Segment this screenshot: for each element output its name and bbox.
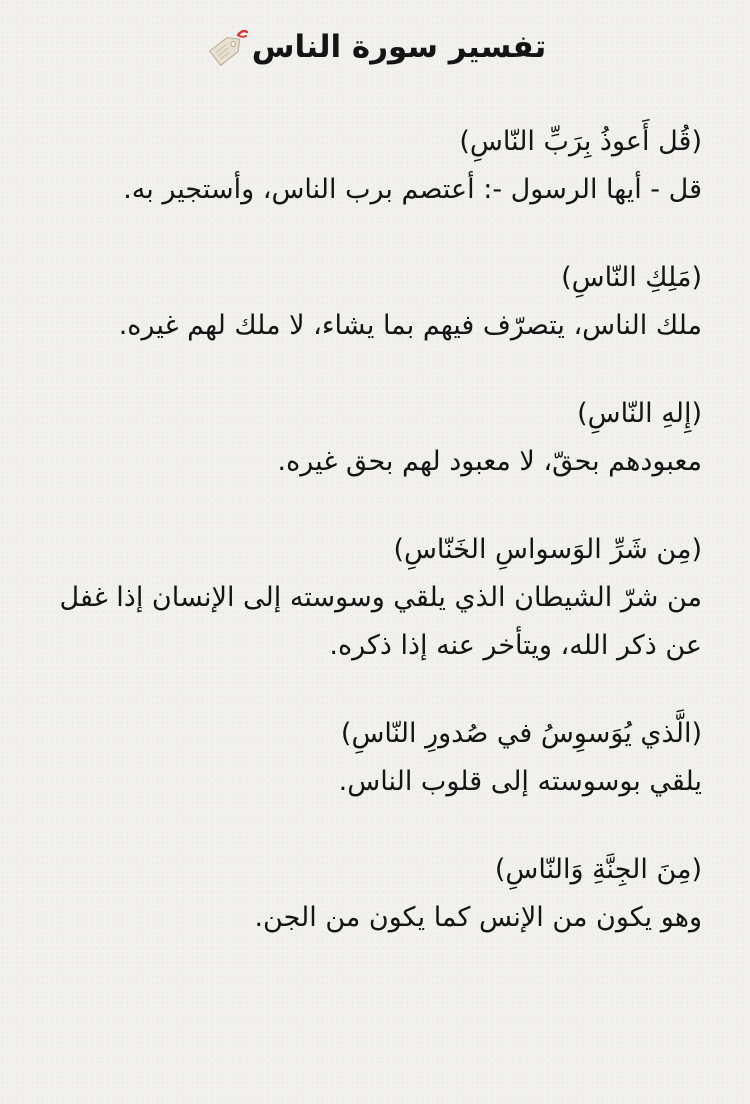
section-4 [40,526,702,670]
verse-text: (مِن شَرِّ الوَسواسِ الخَنّاسِ) [393,534,702,565]
tafsir-text: يلقي بوسوسته إلى قلوب الناس. [338,766,702,797]
tafsir-text: وهو يكون من الإنس كما يكون من الجن. [254,902,702,933]
tafsir-text: ملك الناس، يتصرّف فيهم بما يشاء، لا ملك لهم غيره. [118,310,702,341]
tafsir-text: معبودهم بحقّ، لا معبود لهم بحق غيره. [277,446,702,477]
verse-text: (إِلهِ النّاسِ) [577,398,702,429]
verse-text: (مِنَ الجِنَّةِ وَالنّاسِ) [494,854,702,885]
section-3 [40,390,702,486]
page-title: تفسير سورة الناس [251,29,547,65]
title-row [0,22,750,72]
section-5 [40,710,702,806]
tag-icon [204,25,250,69]
verse-text: (مَلِكِ النّاسِ) [561,262,702,293]
verse-text: (قُل أَعوذُ بِرَبِّ النّاسِ) [459,126,702,157]
tafsir-text: من شرّ الشيطان الذي يلقي وسوسته إلى الإنسان إذا غفل عن ذكر الله، ويتأخر عنه إذا ذكره. [59,582,702,661]
section-6 [40,846,702,942]
section-1 [40,118,702,214]
verse-text: (الَّذي يُوَسوِسُ في صُدورِ النّاسِ) [340,718,702,749]
tafsir-text: قل - أيها الرسول -: أعتصم برب الناس، وأستجير به. [123,174,702,205]
section-2 [40,254,702,350]
title-wrapper [204,25,546,69]
tafsir-content [40,118,702,982]
